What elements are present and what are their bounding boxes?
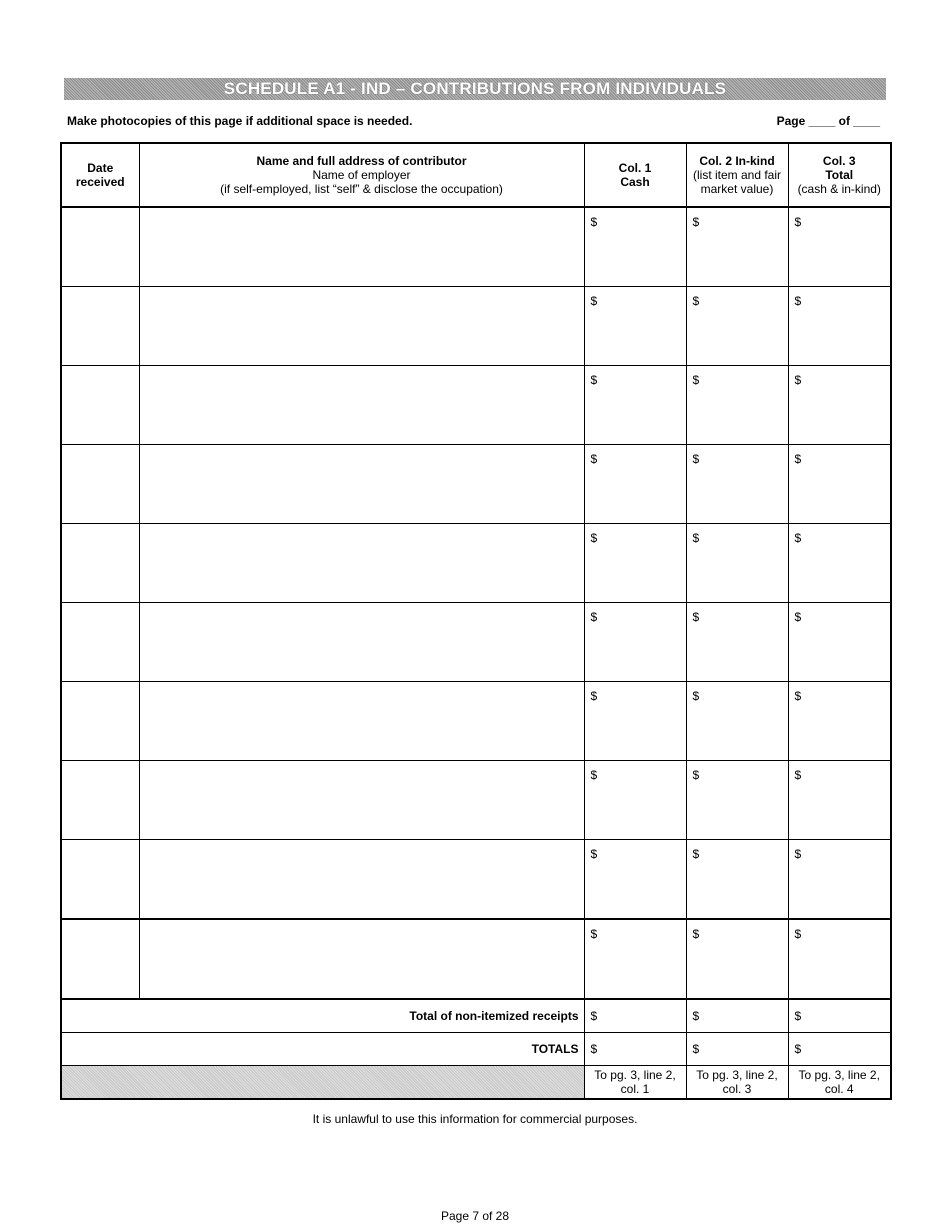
schedule-title-bar xyxy=(64,78,886,100)
table-row xyxy=(61,603,891,682)
contributor-cell[interactable] xyxy=(139,524,584,603)
inkind-cell[interactable]: $ xyxy=(686,207,788,287)
total-cell[interactable]: $ xyxy=(788,524,891,603)
table-row xyxy=(61,207,891,287)
total-cell[interactable]: $ xyxy=(788,603,891,682)
header-contributor: Name and full address of contributor Name of employer (if self-employed, list “self” & disclose the occupation) xyxy=(139,143,584,207)
header-row xyxy=(61,143,891,207)
totals-row xyxy=(61,1033,891,1066)
total-cell[interactable]: $ xyxy=(788,761,891,840)
date-received-cell[interactable] xyxy=(61,761,139,840)
non-itemized-inkind-cell[interactable]: $ xyxy=(686,999,788,1033)
page-number: Page 7 of 28 xyxy=(440,1209,510,1223)
total-cell[interactable]: $ xyxy=(788,682,891,761)
table-row xyxy=(61,524,891,603)
contributor-cell[interactable] xyxy=(139,366,584,445)
table-row xyxy=(61,366,891,445)
shaded-area xyxy=(61,1066,584,1100)
inkind-cell[interactable]: $ xyxy=(686,919,788,999)
total-cell[interactable]: $ xyxy=(788,287,891,366)
inkind-cell[interactable]: $ xyxy=(686,366,788,445)
cash-cell[interactable]: $ xyxy=(584,840,686,920)
total-cell[interactable]: $ xyxy=(788,840,891,920)
inkind-cell[interactable]: $ xyxy=(686,682,788,761)
table-row xyxy=(61,682,891,761)
table-row xyxy=(61,287,891,366)
date-received-cell[interactable] xyxy=(61,840,139,920)
carry-to-col3: To pg. 3, line 2, col. 4 xyxy=(788,1066,891,1100)
table-row xyxy=(61,761,891,840)
header-col1-cash: Col. 1 Cash xyxy=(584,143,686,207)
totals-total-cell[interactable]: $ xyxy=(788,1033,891,1066)
unlawful-notice: It is unlawful to use this information for commercial purposes. xyxy=(312,1112,638,1126)
cash-cell[interactable]: $ xyxy=(584,366,686,445)
contributor-cell[interactable] xyxy=(139,445,584,524)
header-col3-total: Col. 3 Total (cash & in-kind) xyxy=(788,143,891,207)
table-row xyxy=(61,919,891,999)
contributor-cell[interactable] xyxy=(139,603,584,682)
totals-label: TOTALS xyxy=(61,1033,584,1066)
date-received-cell[interactable] xyxy=(61,603,139,682)
inkind-cell[interactable]: $ xyxy=(686,287,788,366)
totals-inkind-cell[interactable]: $ xyxy=(686,1033,788,1066)
contributor-cell[interactable] xyxy=(139,207,584,287)
table-row xyxy=(61,840,891,920)
non-itemized-label: Total of non-itemized receipts xyxy=(61,999,584,1033)
cash-cell[interactable]: $ xyxy=(584,445,686,524)
contributions-table xyxy=(60,142,892,1100)
photocopy-note: Make photocopies of this page if additional space is needed. xyxy=(67,114,413,128)
total-cell[interactable]: $ xyxy=(788,366,891,445)
contributor-cell[interactable] xyxy=(139,840,584,920)
contributor-cell[interactable] xyxy=(139,919,584,999)
non-itemized-total-cell[interactable]: $ xyxy=(788,999,891,1033)
total-cell[interactable]: $ xyxy=(788,445,891,524)
header-col2-inkind: Col. 2 In-kind (list item and fair market value) xyxy=(686,143,788,207)
inkind-cell[interactable]: $ xyxy=(686,524,788,603)
inkind-cell[interactable]: $ xyxy=(686,445,788,524)
table-row xyxy=(61,445,891,524)
total-cell[interactable]: $ xyxy=(788,207,891,287)
date-received-cell[interactable] xyxy=(61,207,139,287)
schedule-title: SCHEDULE A1 - IND – CONTRIBUTIONS FROM INDIVIDUALS xyxy=(223,79,727,98)
non-itemized-row xyxy=(61,999,891,1033)
carry-to-col2: To pg. 3, line 2, col. 3 xyxy=(686,1066,788,1100)
date-received-cell[interactable] xyxy=(61,919,139,999)
carry-to-row xyxy=(61,1066,891,1100)
date-received-cell[interactable] xyxy=(61,366,139,445)
header-date-received: Date received xyxy=(61,143,139,207)
cash-cell[interactable]: $ xyxy=(584,287,686,366)
page-of-field[interactable]: Page ____ of ____ xyxy=(776,114,880,128)
cash-cell[interactable]: $ xyxy=(584,603,686,682)
date-received-cell[interactable] xyxy=(61,682,139,761)
cash-cell[interactable]: $ xyxy=(584,524,686,603)
inkind-cell[interactable]: $ xyxy=(686,761,788,840)
non-itemized-cash-cell[interactable]: $ xyxy=(584,999,686,1033)
inkind-cell[interactable]: $ xyxy=(686,603,788,682)
cash-cell[interactable]: $ xyxy=(584,682,686,761)
contributor-cell[interactable] xyxy=(139,287,584,366)
inkind-cell[interactable]: $ xyxy=(686,840,788,920)
date-received-cell[interactable] xyxy=(61,445,139,524)
contributor-cell[interactable] xyxy=(139,682,584,761)
carry-to-col1: To pg. 3, line 2, col. 1 xyxy=(584,1066,686,1100)
contributor-cell[interactable] xyxy=(139,761,584,840)
cash-cell[interactable]: $ xyxy=(584,919,686,999)
date-received-cell[interactable] xyxy=(61,287,139,366)
cash-cell[interactable]: $ xyxy=(584,207,686,287)
total-cell[interactable]: $ xyxy=(788,919,891,999)
cash-cell[interactable]: $ xyxy=(584,761,686,840)
date-received-cell[interactable] xyxy=(61,524,139,603)
totals-cash-cell[interactable]: $ xyxy=(584,1033,686,1066)
